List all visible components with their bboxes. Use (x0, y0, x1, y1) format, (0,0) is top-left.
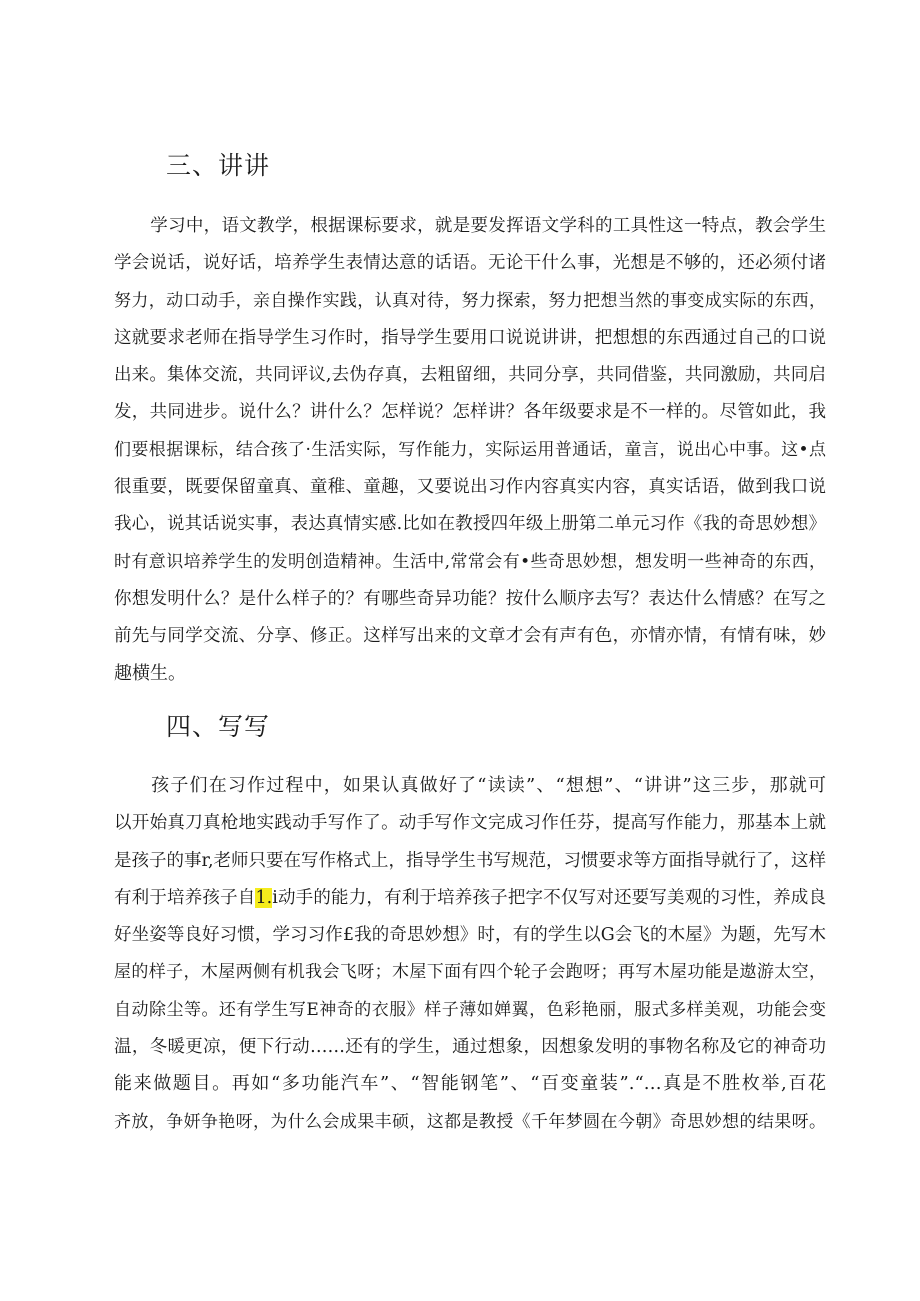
paragraph-line: 趣横生。 (114, 662, 186, 684)
paragraph-line: 自动除尘等。还有学生写E神奇的衣服》样子薄如婵翼，色彩艳丽，服式多样美观，功能会变 (114, 999, 826, 1020)
section-heading-4: 四、写写 (166, 712, 271, 741)
paragraph-line: 学习中，语文教学，根据课标要求，就是要发挥语文学科的工具性这一特点，教会学生 (150, 216, 826, 236)
paragraph-line: 你想发明什么？是什么样子的？有哪些奇异功能？按什么顺序去写？表达什么情感？在写之 (114, 588, 826, 609)
paragraph-line: 学会说话，说好话，培养学生表情达意的话语。无论干什么事，光想是不够的，还必须付诸 (114, 253, 826, 274)
paragraph-line: 是孩子的事r,老师只要在写作格式上，指导学生书写规范，习惯要求等方面指导就行了，这样 (114, 850, 827, 871)
paragraph-line: 们要根据课标，结合孩了·生活实际，写作能力，实际运用普通话，童言，说出心中事。这•点 (114, 439, 826, 460)
paragraph-line: 努力，动口动手，亲自操作实践，认真对待，努力探索，努力把想当然的事变成实际的东西， (114, 290, 826, 311)
paragraph-line: 屋的样子，木屋两侧有机我会飞呀；木屋下面有四个轮子会跑呀；再写木屋功能是遨游太空， (114, 962, 826, 983)
paragraph-line: 发，共同进步。说什么？讲什么？怎样说？怎样讲？各年级要求是不一样的。尽管如此，我 (114, 402, 826, 423)
section-4-paragraph (114, 773, 826, 1146)
paragraph-line: 孩子们在习作过程中，如果认真做好了“读读”、“想想”、“讲讲”这三步，那就可 (150, 775, 826, 796)
paragraph-line: 齐放，争妍争艳呀，为什么会成果丰硕，这都是教授《千年梦圆在今朝》奇思妙想的结果呀。 (114, 1111, 826, 1132)
highlighted-text: 1. (255, 887, 273, 908)
paragraph-line: 前先与同学交流、分享、修正。这样写出来的文章才会有声有色，亦情亦情，有情有味，妙 (114, 626, 826, 647)
paragraph-line: 我心，说其话说实事，表达真情实感.比如在教授四年级上册第二单元习作《我的奇思妙想》 (114, 514, 826, 535)
section-3-paragraph (114, 213, 826, 698)
paragraph-line: 以开始真刀真枪地实践动手写作了。动手写作文完成习作任芬，提高写作能力，那基本上就 (114, 813, 826, 834)
section-heading-3: 三、讲讲 (166, 151, 271, 180)
paragraph-line: 出来。集体交流，共同评议,去伪存真，去粗留细，共同分享，共同借鉴，共同激励，共同启 (114, 365, 826, 386)
paragraph-line: 时有意识培养学生的发明创造精神。生活中,常常会有•些奇思妙想，想发明一些神奇的东西， (114, 551, 826, 572)
paragraph-line: 能来做题目。再如“多功能汽车”、“智能钢笔”、“百变童装”.“…真是不胜枚举,百花 (114, 1073, 826, 1095)
paragraph-line: 好坐姿等良好习惯，学习习作£我的奇思妙想》时，有的学生以G会飞的木屋》为题，先写木 (114, 925, 826, 946)
paragraph-line: 温，冬暖更凉，便下行动……还有的学生，通过想象，因想象发明的事物名称及它的神奇功 (114, 1037, 826, 1058)
paragraph-line: 有利于培养孩子自1.i动手的能力，有利于培养孩子把字不仅写对还要写美观的习性，养成良 (114, 887, 826, 908)
paragraph-line: 很重要，既要保留童真、童稚、童趣，又要说出习作内容真实内容，真实话语，做到我口说 (114, 477, 826, 498)
paragraph-line: 这就要求老师在指导学生习作时，指导学生要用口说说讲讲，把想想的东西通过自己的口说 (114, 327, 826, 348)
